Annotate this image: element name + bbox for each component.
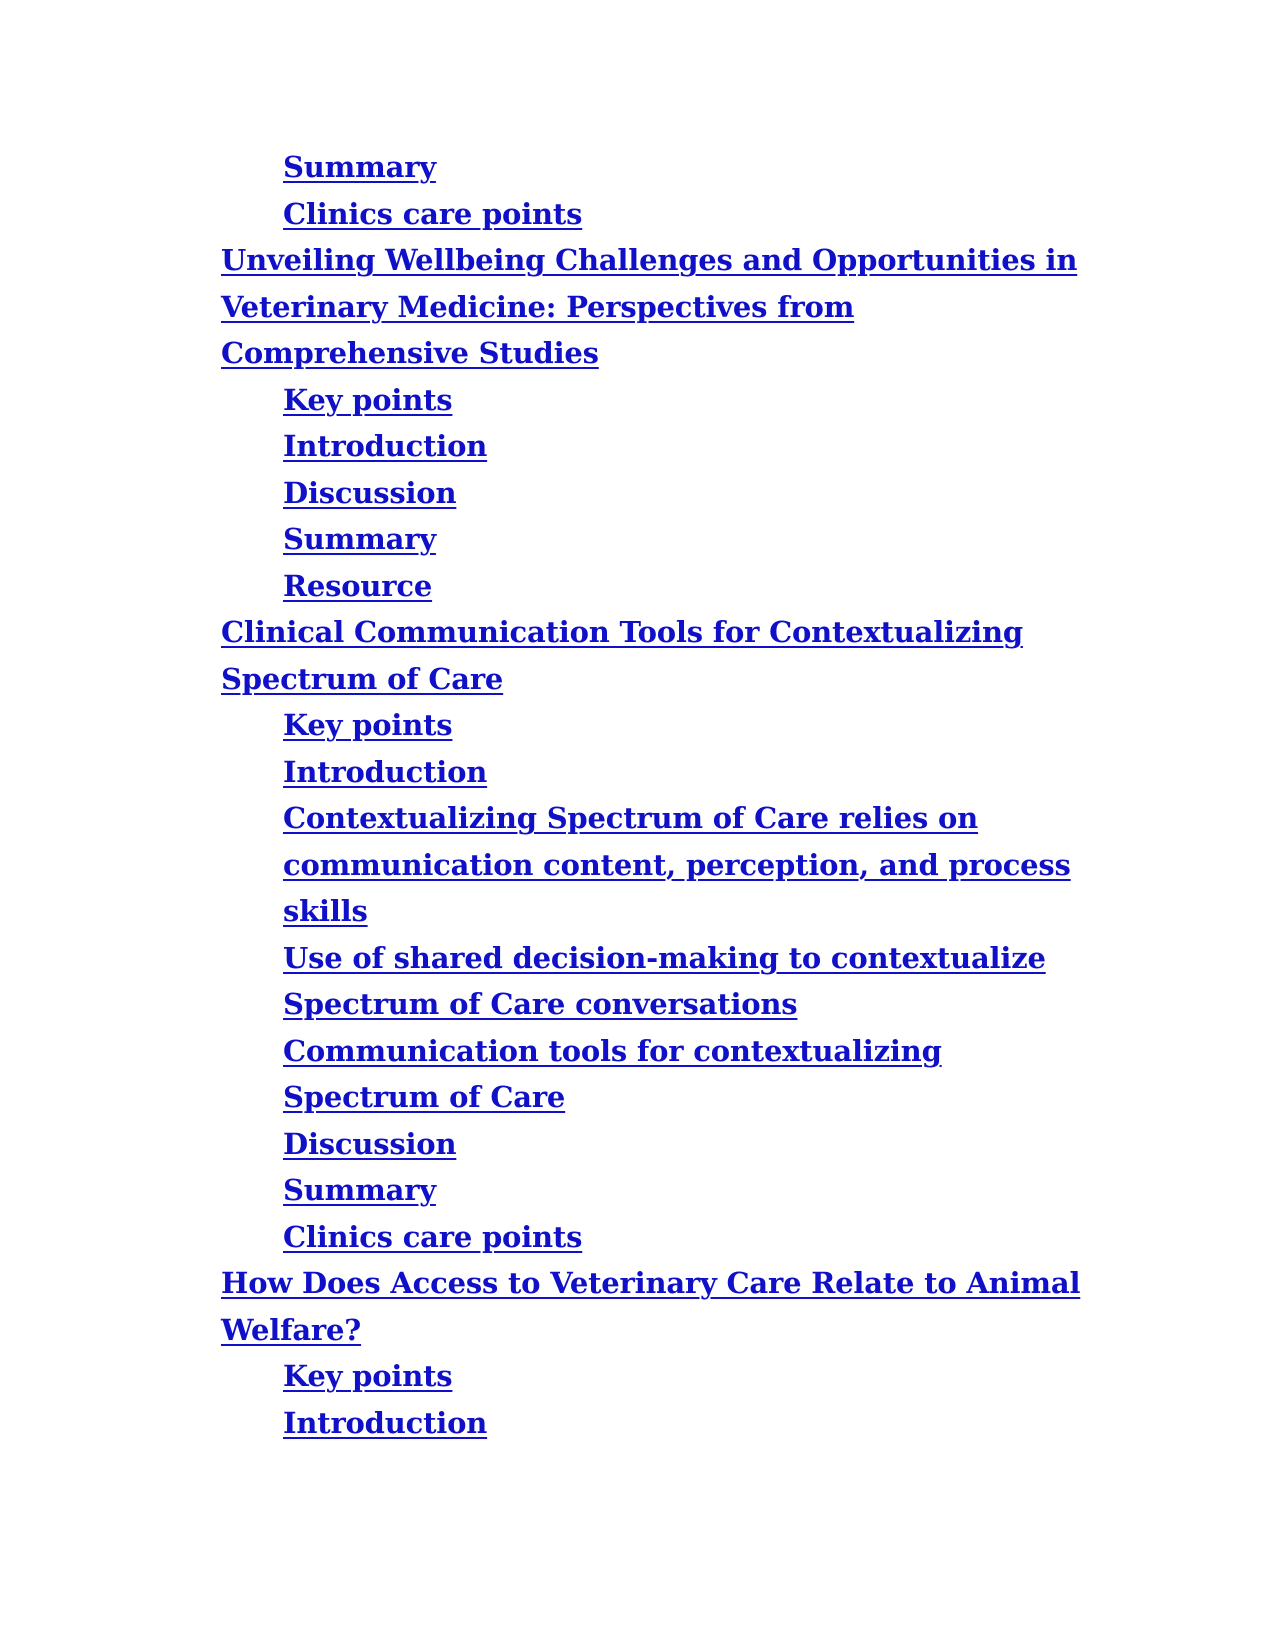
table-of-contents (221, 144, 1101, 1446)
toc-link-shared-decision-making[interactable]: Use of shared decision-making to contextualize Spectrum of Care conversations (283, 940, 1046, 1021)
toc-link-clinics-care-points[interactable]: Clinics care points (283, 196, 583, 231)
toc-link-clinics-care-points[interactable]: Clinics care points (283, 1219, 583, 1254)
toc-link-summary[interactable]: Summary (283, 1173, 436, 1207)
toc-link-summary[interactable]: Summary (283, 522, 436, 556)
toc-link-key-points[interactable]: Key points (283, 1359, 453, 1393)
toc-link-key-points[interactable]: Key points (283, 382, 453, 417)
toc-link-contextualizing-spectrum-of-care[interactable]: Contextualizing Spectrum of Care relies on communication content, perception, and process skills (283, 801, 1071, 928)
toc-link-communication-tools[interactable]: Communication tools for contextualizing Spectrum of Care (283, 1033, 942, 1114)
toc-link-introduction[interactable]: Introduction (283, 1405, 488, 1440)
toc-link-chapter-unveiling-wellbeing[interactable]: Unveiling Wellbeing Challenges and Opportunities in Veterinary Medicine: Perspectives from Comprehensive Studies (221, 243, 1078, 370)
toc-link-discussion[interactable]: Discussion (283, 475, 457, 510)
toc-link-discussion[interactable]: Discussion (283, 1126, 457, 1161)
toc-link-chapter-access-to-veterinary-care[interactable]: How Does Access to Veterinary Care Relate to Animal Welfare? (221, 1266, 1081, 1347)
toc-link-introduction[interactable]: Introduction (283, 754, 488, 789)
toc-link-key-points[interactable]: Key points (283, 708, 453, 742)
toc-link-summary[interactable]: Summary (283, 150, 436, 184)
toc-link-chapter-clinical-communication-tools[interactable]: Clinical Communication Tools for Contextualizing Spectrum of Care (221, 615, 1023, 696)
toc-link-resource[interactable]: Resource (283, 568, 433, 603)
toc-link-introduction[interactable]: Introduction (283, 429, 488, 463)
